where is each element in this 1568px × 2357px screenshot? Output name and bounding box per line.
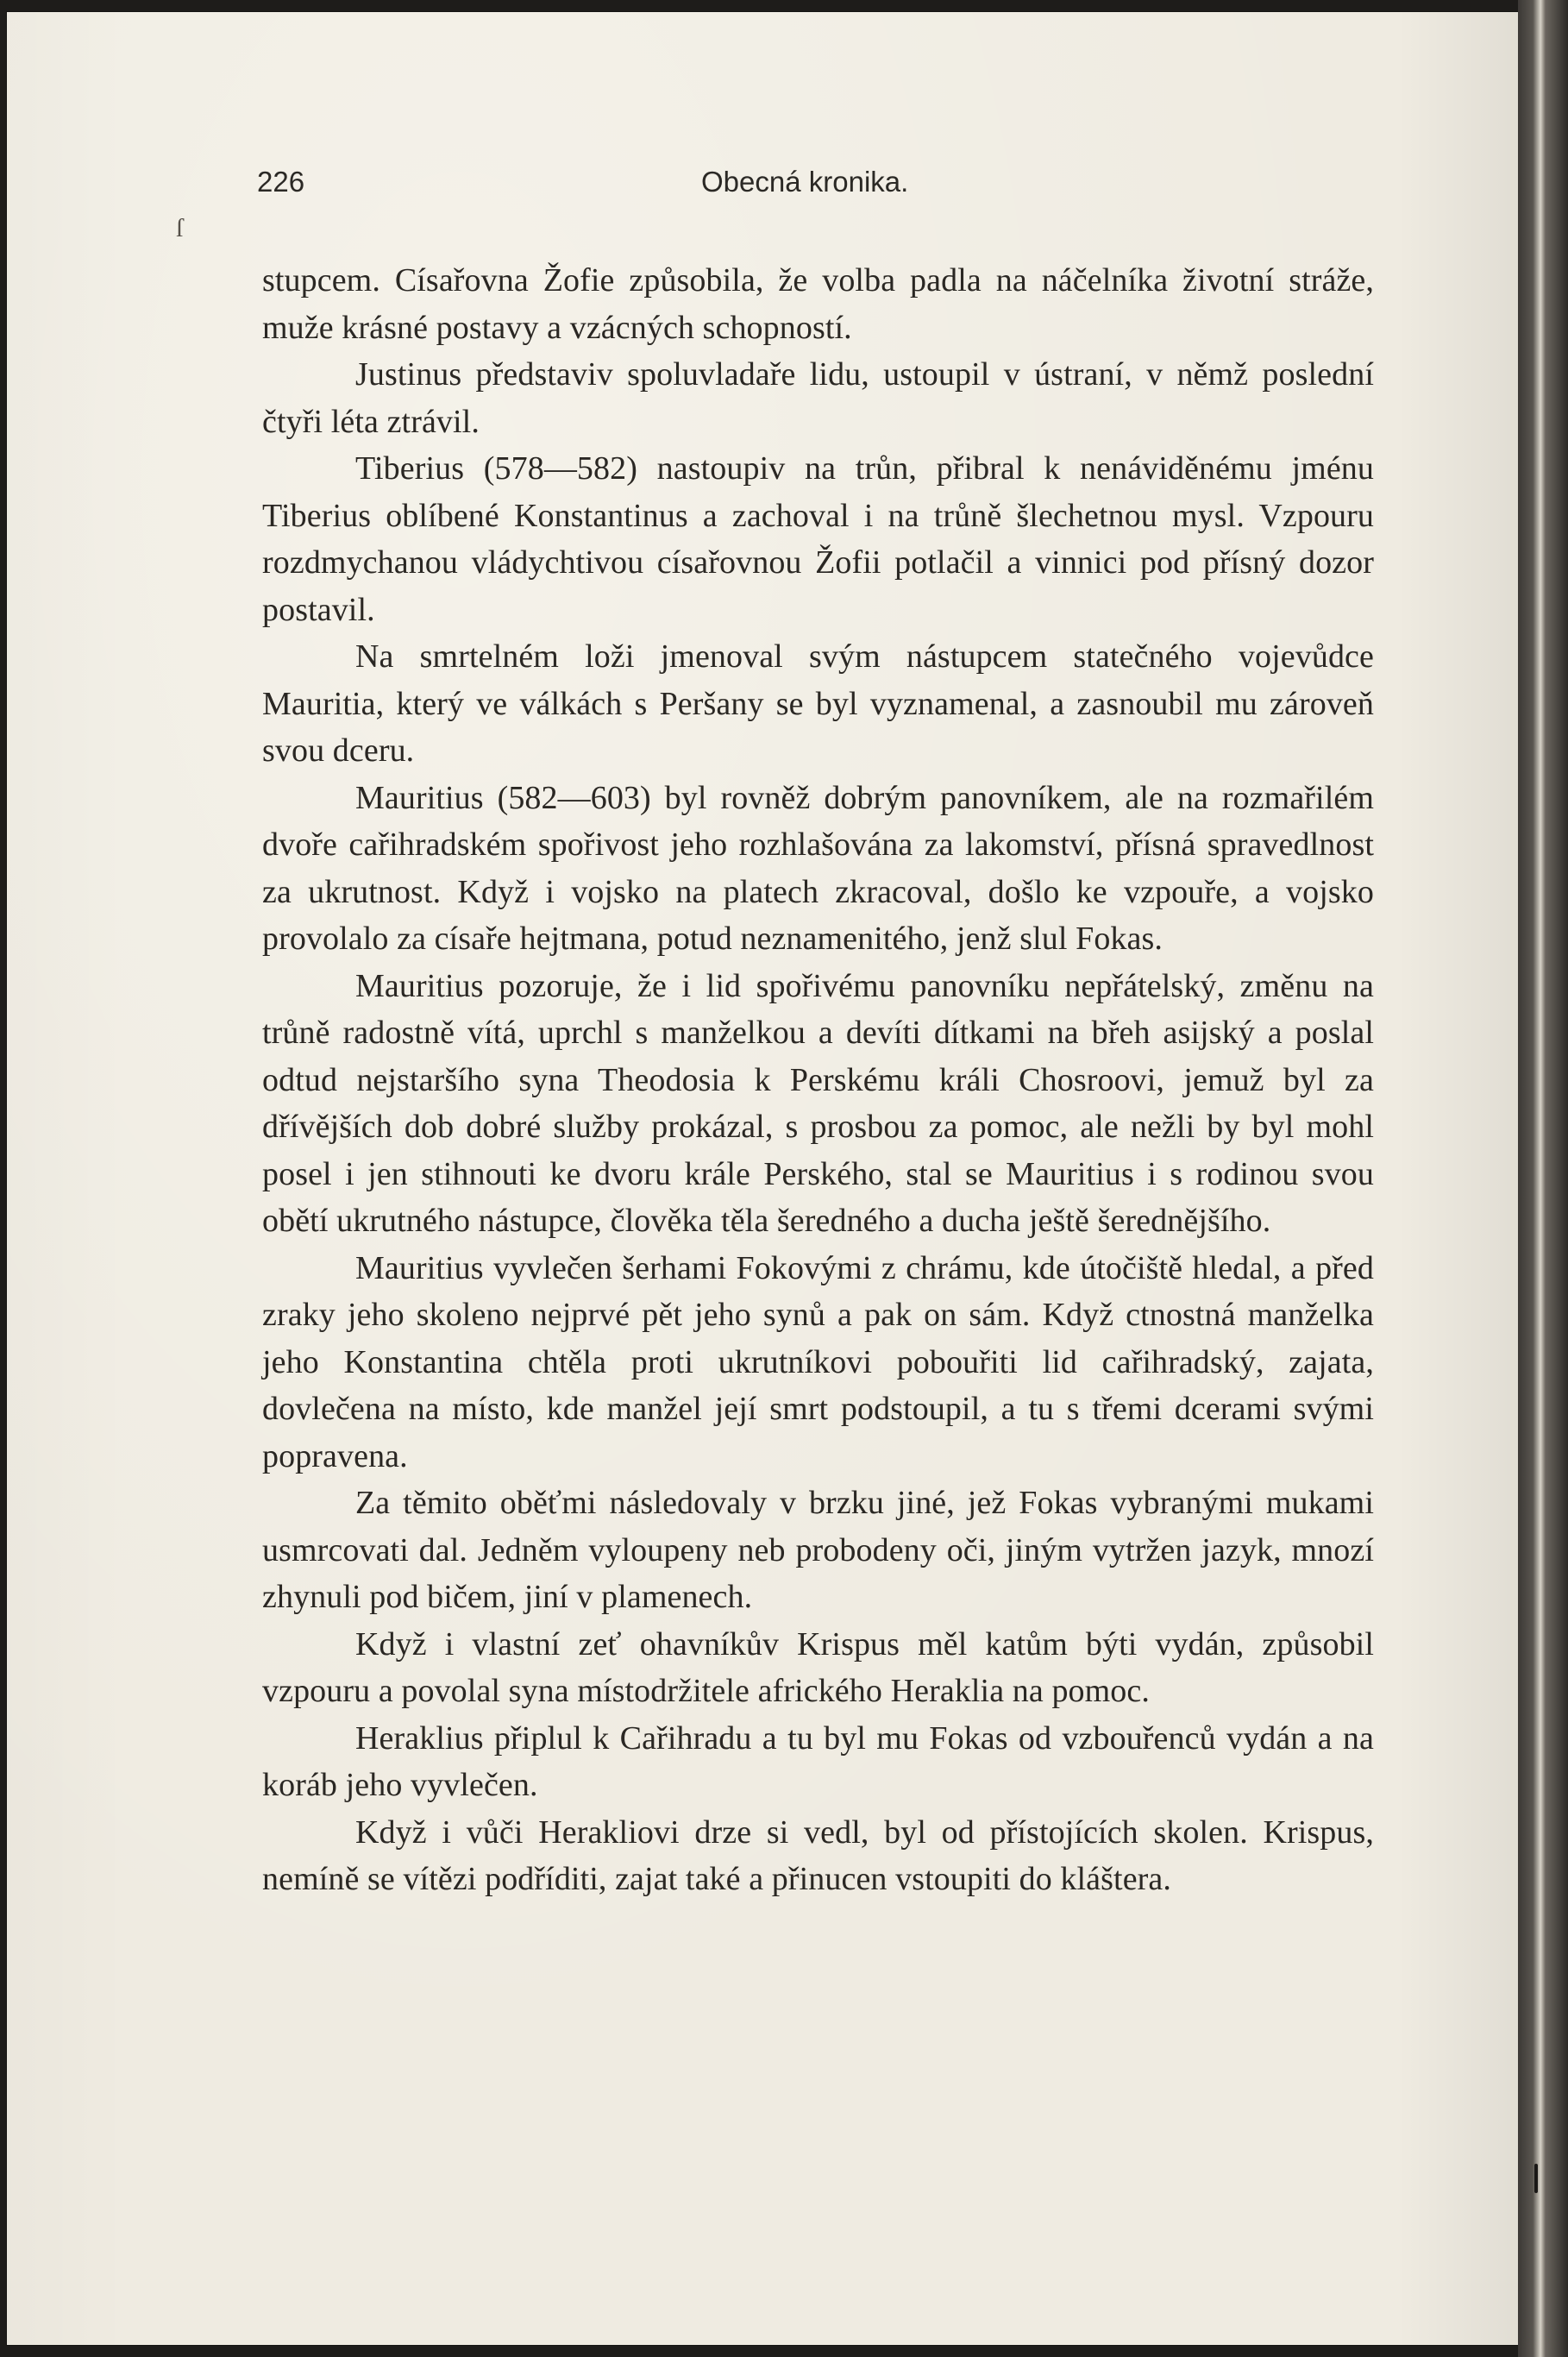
paragraph-8: Za těmito oběťmi následovaly v brzku jiné, jež Fokas vybranými mukami usmrcovati dal. Jedněm vyloupeny neb probodeny oči, jiným vytržen jazyk, mnozí zhynuli pod bičem, jiní v plamenech. (262, 1485, 1374, 1615)
page-edge-shadow (1518, 0, 1568, 2357)
paragraph-4: Na smrtelném loži jmenoval svým nástupcem statečného vojevůdce Mauritia, který ve válkách s Peršany se byl vyznamenal, a zasnoubil mu zároveň svou dceru. (262, 638, 1374, 769)
page-number: 226 (257, 166, 305, 198)
paragraph-5: Mauritius (582—603) byl rovněž dobrým panovníkem, ale na rozmařilém dvoře cařihradském spořivost jeho rozhlašována za lakomství, přísná spravedlnost za ukrutnost. Když i vojsko na platech zkracoval, došlo ke vzpouře, a vojsko provolalo za císaře hejtmana, potud neznamenitého, jenž slul Fokas. (262, 779, 1374, 957)
book-page (7, 12, 1518, 2345)
edge-mark (1534, 2164, 1538, 2193)
stray-ink-mark: ſ (176, 214, 184, 242)
paragraph-2: Justinus představiv spoluvladaře lidu, ustoupil v ústraní, v němž poslední čtyři léta ztrávil. (262, 356, 1374, 440)
running-head: Obecná kronika. (701, 166, 909, 198)
paragraph-7: Mauritius vyvlečen šerhami Fokovými z chrámu, kde útočiště hledal, a před zraky jeho skoleno nejprvé pět jeho synů a pak on sám. Když ctnostná manželka jeho Konstantina chtěla proti ukrutníkovi pobouřiti lid cařihradský, zajata, dovlečena na místo, kde manžel její smrt podstoupil, a tu s třemi dcerami svými popravena. (262, 1249, 1374, 1474)
paragraph-10: Heraklius připlul k Cařihradu a tu byl mu Fokas od vzbouřenců vydán a na koráb jeho vyvlečen. (262, 1719, 1374, 1803)
paragraph-3: Tiberius (578—582) nastoupiv na trůn, přibral k nenáviděnému jménu Tiberius oblíbené Konstantinus a zachoval i na trůně šlechetnou mysl. Vzpouru rozdmychanou vládychtivou císařovnou Žofii potlačil a vinnici pod přísný dozor postavil. (262, 450, 1374, 628)
paragraph-9: Když i vlastní zeť ohavníkův Krispus měl katům býti vydán, způsobil vzpouru a povolal syna místodržitele afrického Heraklia na pomoc. (262, 1625, 1374, 1709)
body-text (262, 257, 1374, 1903)
paragraph-6: Mauritius pozoruje, že i lid spořivému panovníku nepřátelský, změnu na trůně radostně vítá, uprchl s manželkou a devíti dítkami na břeh asijský a poslal odtud nejstaršího syna Theodosia k Perskému králi Chosroovi, jemuž byl za dřívějších dob dobré služby prokázal, s prosbou za pomoc, ale nežli by byl mohl posel i jen stihnouti ke dvoru krále Perského, stal se Mauritius i s rodinou svou obětí ukrutného nástupce, člověka těla šeredného a ducha ještě šerednějšího. (262, 967, 1374, 1239)
paragraph-1: stupcem. Císařovna Žofie způsobila, že volba padla na náčelníka životní stráže, muže krásné postavy a vzácných schopností. (262, 262, 1374, 346)
paragraph-11: Když i vůči Herakliovi drze si vedl, byl od přístojících skolen. Krispus, nemíně se vítězi podříditi, zajat také a přinucen vstoupiti do kláštera. (262, 1813, 1374, 1897)
page-header (257, 166, 1370, 207)
